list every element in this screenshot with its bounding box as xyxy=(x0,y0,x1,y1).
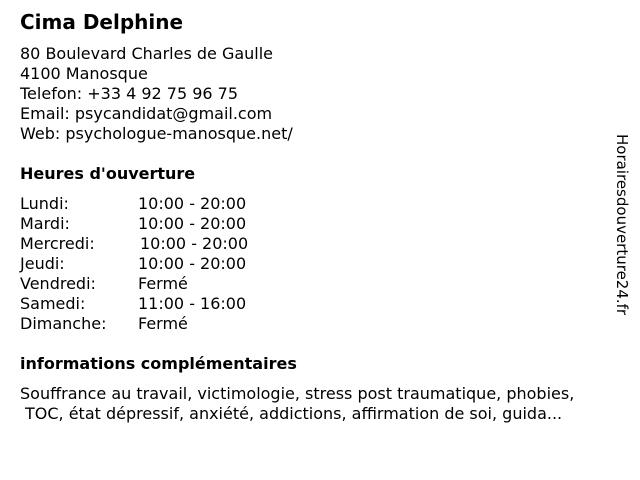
hours-time: 10:00 - 20:00 xyxy=(140,234,249,253)
hours-row xyxy=(20,214,340,234)
opening-hours-heading: Heures d'ouverture xyxy=(20,164,196,183)
hours-time: Fermé xyxy=(138,314,188,333)
additional-info-line: TOC, état dépressif, anxiété, addictions, affirmation de soi, guida... xyxy=(25,404,563,423)
additional-info-text xyxy=(20,384,618,424)
hours-time: 11:00 - 16:00 xyxy=(138,294,247,313)
hours-day: Jeudi: xyxy=(20,254,65,273)
hours-row xyxy=(20,274,340,294)
hours-row xyxy=(20,294,340,314)
address-city: 4100 Manosque xyxy=(20,64,148,83)
additional-info-line: Souffrance au travail, victimologie, stress post traumatique, phobies, xyxy=(20,384,575,403)
hours-day: Lundi: xyxy=(20,194,69,213)
hours-time: 10:00 - 20:00 xyxy=(138,254,247,273)
hours-time: 10:00 - 20:00 xyxy=(138,214,247,233)
hours-day: Samedi: xyxy=(20,294,86,313)
hours-day: Dimanche: xyxy=(20,314,107,333)
watermark-text: Horairesdouverture24.fr xyxy=(613,134,631,316)
address-street: 80 Boulevard Charles de Gaulle xyxy=(20,44,274,63)
email-address: Email: psycandidat@gmail.com xyxy=(20,104,273,123)
contact-block xyxy=(20,44,293,144)
hours-day: Mercredi: xyxy=(20,234,95,253)
phone-number: Telefon: +33 4 92 75 96 75 xyxy=(20,84,239,103)
additional-info-heading: informations complémentaires xyxy=(20,354,297,373)
hours-row xyxy=(20,254,340,274)
watermark xyxy=(612,134,632,344)
hours-time: Fermé xyxy=(138,274,188,293)
hours-day: Vendredi: xyxy=(20,274,96,293)
opening-hours-table xyxy=(20,194,340,334)
website: Web: psychologue-manosque.net/ xyxy=(20,124,293,143)
hours-day: Mardi: xyxy=(20,214,70,233)
hours-row xyxy=(20,314,340,334)
hours-row xyxy=(20,194,340,214)
hours-row xyxy=(20,234,340,254)
hours-time: 10:00 - 20:00 xyxy=(138,194,247,213)
business-name: Cima Delphine xyxy=(20,10,184,34)
